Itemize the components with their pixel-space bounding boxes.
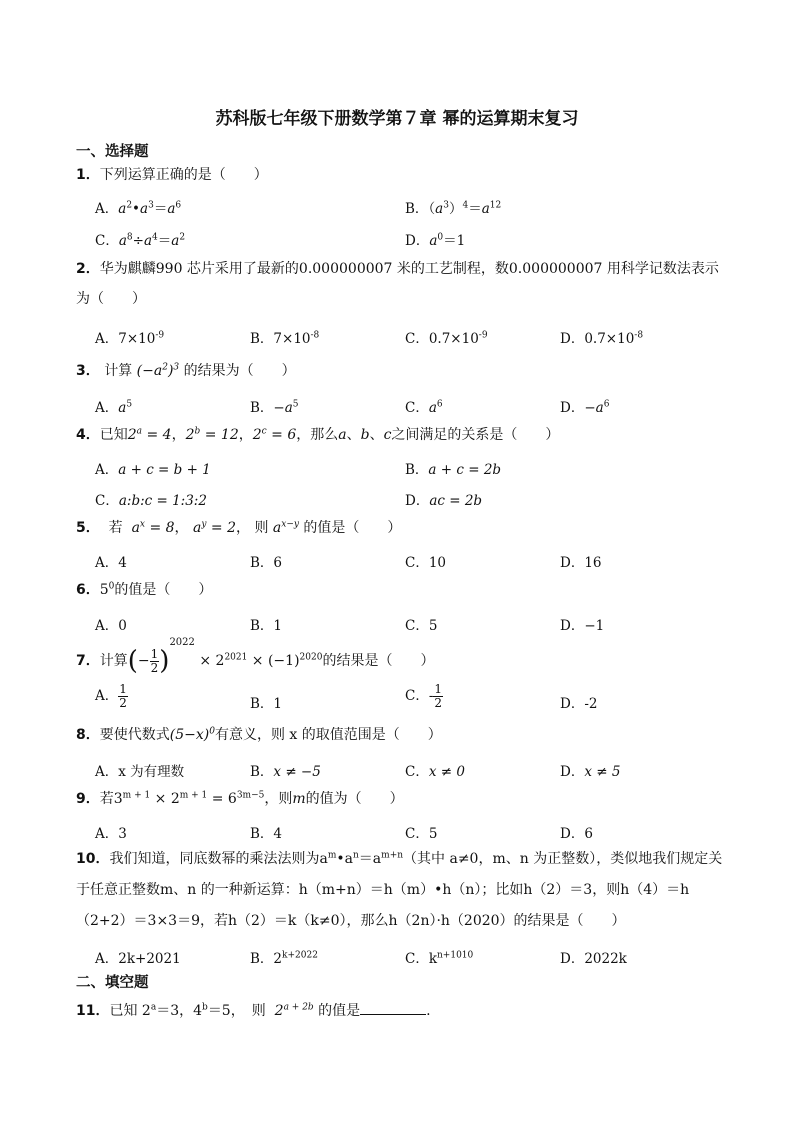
q4-option-a: A．a + c = b + 1: [95, 462, 211, 478]
q9-option-d: D．6: [560, 826, 593, 842]
question-2-stem-line2: 为（ ）: [76, 291, 146, 307]
q6-option-a: A．0: [95, 618, 127, 634]
q5-option-c: C．10: [405, 555, 447, 571]
q3-option-c: C．$a^6$: [405, 399, 443, 416]
q8-option-a: A．x 为有理数: [95, 764, 185, 780]
q3-option-d: D．$-a^6$: [560, 399, 610, 416]
q5-option-b: B．6: [250, 555, 283, 571]
page-title: 苏科版七年级下册数学第７章 幂的运算期末复习: [215, 109, 579, 129]
q2-option-c: C．$0.7\times 10^{-9}$: [405, 330, 488, 347]
q2-option-a: A．$7\times 10^{-9}$: [95, 330, 165, 347]
question-4-stem: 4．已知$2^a = 4$，$2^b = 12$，$2^c = 6$，那么a、b、c之间满足的关系是（ ）: [76, 426, 560, 443]
q7-option-b: B．1: [250, 696, 283, 712]
q1-option-d: D．$a^0=1$: [405, 232, 466, 249]
q7-option-a: A． $\frac{1}{2}$: [95, 682, 127, 710]
q8-option-d: D．x ≠ 5: [560, 764, 621, 780]
q1-option-c: C．$a^8\div a^4=a^2$: [95, 232, 186, 249]
question-2-stem: 2．华为麒麟990 芯片采用了最新的0.000000007 米的工艺制程，数0.000000007 用科学记数法表示: [76, 261, 719, 277]
question-1-stem: [76, 160, 268, 190]
question-text: 下列运算正确的是（ ）: [99, 167, 268, 183]
section-heading-choice: 一、选择题: [76, 144, 149, 160]
q3-option-b: B．$-a^5$: [250, 399, 299, 416]
q2-option-b: B．$7\times 10^{-8}$: [250, 330, 320, 347]
question-10-stem: 10．我们知道，同底数幂的乘法法则为$a^m•a^n=a^{m+n}$（其中 a≠0，m、n 为正整数），类似地我们规定关 于任意正整数m、n 的一种新运算：h（m+n）＝h（m）•h（n）；比如h（2）＝3，则h（4）＝h （2+2）＝3×3＝9，若h（2）＝k（k≠0），那么h（2n）·h（2020）的结果是（ ）: [76, 850, 723, 929]
q1-option-a: A．$a^2•a^3=a^6$: [95, 200, 182, 217]
q4-option-c: C．a:b:c = 1:3:2: [95, 493, 207, 509]
question-5-stem: 5． 若 $a^x = 8$， $a^y = 2$， 则 $a^{x-y}$ 的值是（ ）: [76, 519, 402, 536]
q10-option-d: D．2022k: [560, 951, 627, 967]
question-11-stem: 11．已知 $2^a=3$，$4^b=5$， 则 $2^{a + 2b}$ 的值是 .: [76, 1002, 431, 1019]
q2-option-d: D．$0.7\times 10^{-8}$: [560, 330, 644, 347]
q9-option-a: A．3: [95, 826, 127, 842]
q3-option-a: A．$a^5$: [95, 399, 133, 416]
q9-option-b: B．4: [250, 826, 283, 842]
q5-option-d: D．16: [560, 555, 602, 571]
section-heading-fill: 二、填空题: [76, 975, 149, 991]
q6-option-d: D．−1: [560, 618, 605, 634]
q10-option-c: C．$k^{n+1010}$: [405, 950, 474, 967]
q1-option-b: B．$(a^3)^4=a^{12}$: [405, 200, 502, 217]
q8-option-b: B．x ≠ −5: [250, 764, 321, 780]
question-8-stem: 8．要使代数式$(5-x)^0$有意义，则 x 的取值范围是（ ）: [76, 726, 442, 743]
q4-option-d: D．ac = 2b: [405, 493, 483, 509]
q8-option-c: C．x ≠ 0: [405, 764, 465, 780]
q10-option-b: B．$2^{k+2022}$: [250, 950, 318, 967]
question-3-stem: 3． 计算 $(-a^2)^3$ 的结果为（ ）: [76, 362, 296, 379]
q6-option-c: C．5: [405, 618, 438, 634]
question-7-stem: 7．计算(− $\frac{1}{2}$ )$^{2022} \times 2^{2021} \times (-1)^{2020}$的结果是（ ）: [76, 637, 435, 676]
q7-option-c: C．- $\frac{1}{2}$: [405, 682, 443, 710]
q4-option-b: B．a + c = 2b: [405, 462, 502, 478]
question-9-stem: 9．若$3^{m + 1} \times 2^{m + 1} = 6^{3m-5}$，则m的值为（ ）: [76, 790, 404, 807]
q5-option-a: A．4: [95, 555, 127, 571]
q6-option-b: B．1: [250, 618, 283, 634]
question-6-stem: 6．$5^0$的值是（ ）: [76, 581, 213, 598]
answer-blank[interactable]: [360, 1002, 426, 1015]
q7-option-d: D．-2: [560, 696, 598, 712]
q9-option-c: C．5: [405, 826, 438, 842]
question-number: 1．: [76, 167, 100, 183]
q10-option-a: A．2k+2021: [95, 951, 181, 967]
